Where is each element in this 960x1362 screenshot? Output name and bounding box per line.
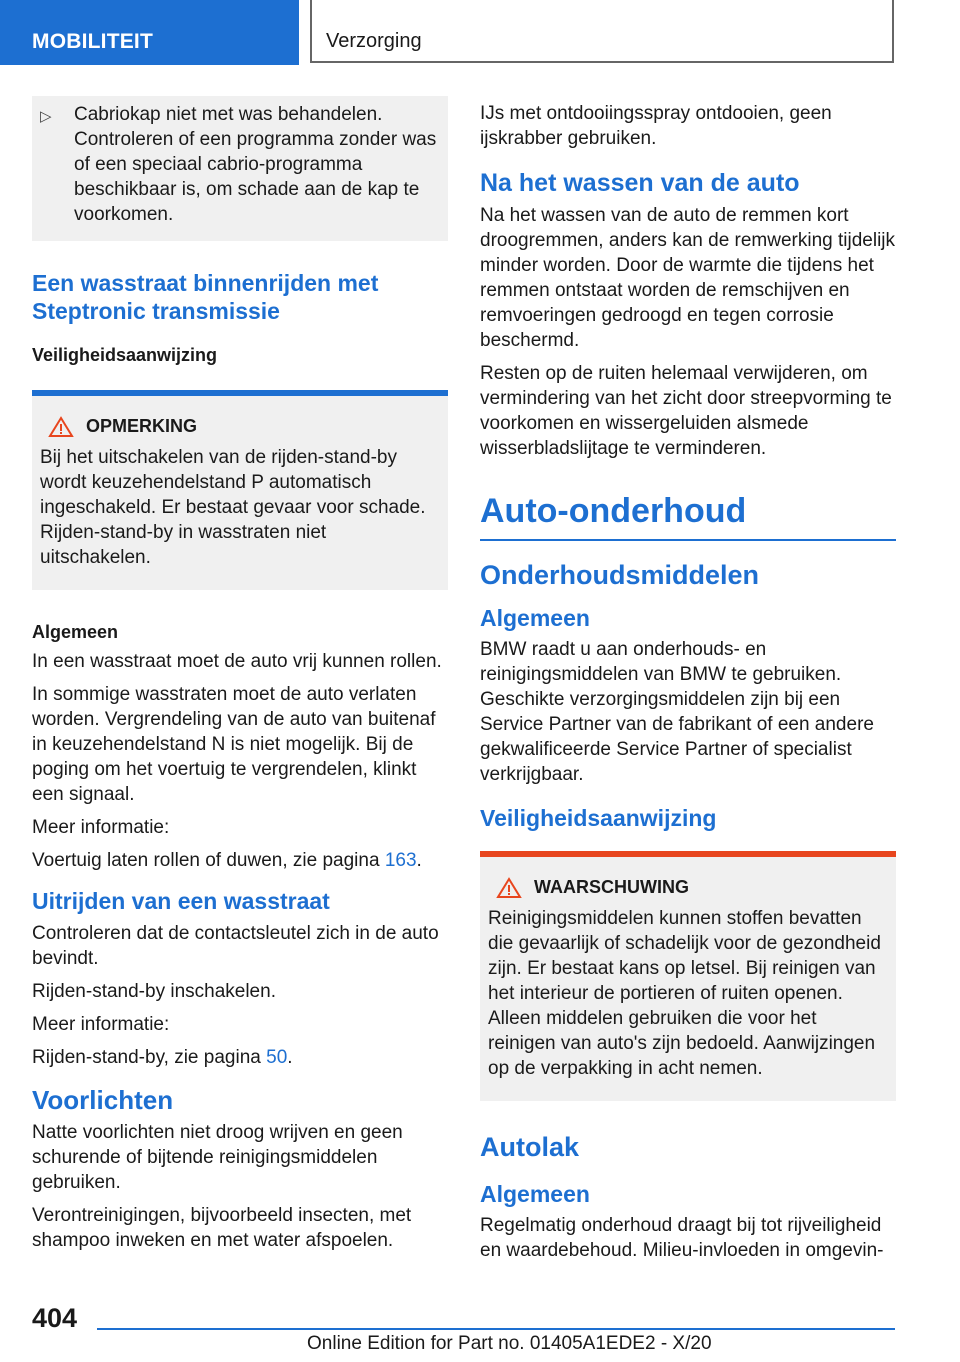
warning-box <box>480 851 896 1101</box>
paragraph: Controleren dat de contactsleutel zich in de auto bevindt. <box>32 923 439 969</box>
heading-car-maintenance: Auto-onderhoud <box>480 491 896 541</box>
paragraph: BMW raadt u aan onderhouds- en reinigingsmiddelen van BMW te gebruiken. Geschikte verzorgingsmiddelen zijn bij een Service Partner van de fabrikant of een andere gekwalificeerde Service Partner of specialist verkrijgbaar. <box>480 639 874 785</box>
warning-text: Reinigingsmiddelen kunnen stoffen bevatten die gevaarlijk of schadelijk voor de gezondheid zijn. Er bestaat kans op letsel. Bij reinigen van het interieur de portieren of ruiten openen. Alleen middelen gebruiken die voor het reinigen van auto's zijn bedoeld. Aanwijzingen op de verpakking in acht nemen. <box>488 908 881 1079</box>
heading-general: Algemeen <box>480 605 590 631</box>
notice-title: OPMERKING <box>86 416 198 436</box>
section-title: MOBILITEIT <box>32 30 153 53</box>
notice-text: Bij het uitschakelen van de rijden-stand-by wordt keuzehendelstand P automatisch ingeschakeld. Er bestaat gevaar voor schade. Rijden-stand-by in wasstraten niet uitschakelen. <box>40 447 426 568</box>
left-column <box>32 96 448 1261</box>
heading-headlights: Voorlichten <box>32 1085 174 1115</box>
heading-general: Algemeen <box>32 622 119 642</box>
heading-care-products: Onderhoudsmiddelen <box>480 560 760 590</box>
reference-line: Voertuig laten rollen of duwen, zie pagina 163. <box>32 850 422 871</box>
page-link-50[interactable]: 50 <box>266 1047 288 1068</box>
page-link-163[interactable]: 163 <box>384 850 417 871</box>
notice-box <box>32 390 448 590</box>
right-column <box>480 101 896 1271</box>
paragraph: Natte voorlichten niet droog wrijven en geen schurende of bijtende reinigingsmiddelen gebruiken. <box>32 1122 403 1193</box>
page-number: 404 <box>32 1303 78 1333</box>
bullet-box <box>32 96 448 241</box>
paragraph: Meer informatie: <box>32 1014 170 1035</box>
paragraph: Rijden-stand-by inschakelen. <box>32 981 276 1002</box>
heading-paint: Autolak <box>480 1132 580 1162</box>
paragraph: In sommige wasstraten moet de auto verlaten worden. Vergrendeling van de auto van buitenaf in keuzehendelstand N is niet mogelijk. Bij de poging om het voertuig te vergrendelen, klinkt een signaal. <box>32 684 436 805</box>
paragraph: Resten op de ruiten helemaal verwijderen, om vermindering van het zicht door streepvorming te voorkomen en wissergeluiden alsmede wisserbladslijtage te verminderen. <box>480 363 892 459</box>
heading-exit-carwash: Uitrijden van een wasstraat <box>32 888 330 914</box>
triangle-bullet-icon: ▷ <box>40 108 52 125</box>
paragraph: Na het wassen van de auto de remmen kort droogremmen, anders kan de remwerking tijdelijk minder worden. Door de warmte die tijdens het remmen ontstaat worden de remschijven en remvoeringen gedroogd en tegen corrosie beschermd. <box>480 205 896 351</box>
warning-title: WAARSCHUWING <box>534 877 689 897</box>
section-tab <box>0 0 299 65</box>
heading-safety: Veiligheidsaanwijzing <box>480 805 717 831</box>
chapter-title: Verzorging <box>326 30 422 52</box>
bullet-text: Cabriokap niet met was behandelen. Controleren of een programma zonder was of een speciaal cabrio-programma beschikbaar is, om schade aan de kap te voorkomen. <box>74 104 437 225</box>
heading-after-wash: Na het wassen van de auto <box>480 169 800 197</box>
footer-edition: Online Edition for Part no. 01405A1EDE2 - X/20 <box>307 1333 712 1354</box>
paragraph: Meer informatie: <box>32 817 170 838</box>
warning-triangle-icon <box>46 416 76 438</box>
footer-divider <box>97 1328 895 1330</box>
heading-general: Algemeen <box>480 1181 590 1207</box>
reference-line: Rijden-stand-by, zie pagina 50. <box>32 1047 293 1068</box>
reference-text: Voertuig laten rollen of duwen, zie pagina <box>32 850 385 871</box>
reference-text: Rijden-stand-by, zie pagina <box>32 1047 267 1068</box>
paragraph: Verontreinigingen, bijvoorbeeld insecten, met shampoo inweken en met water afspoelen. <box>32 1205 412 1251</box>
warning-triangle-icon <box>494 877 524 899</box>
paragraph: Regelmatig onderhoud draagt bij tot rijveiligheid en waardebehoud. Milieu-invloeden in omgevin- <box>480 1215 884 1261</box>
heading-steptronic: Een wasstraat binnenrijden met Steptronic transmissie <box>32 270 379 324</box>
heading-safety: Veiligheidsaanwijzing <box>32 345 218 365</box>
chapter-tab <box>310 0 894 63</box>
paragraph: In een wasstraat moet de auto vrij kunnen rollen. <box>32 651 442 672</box>
paragraph: IJs met ontdooiingsspray ontdooien, geen ijskrabber gebruiken. <box>480 103 832 149</box>
